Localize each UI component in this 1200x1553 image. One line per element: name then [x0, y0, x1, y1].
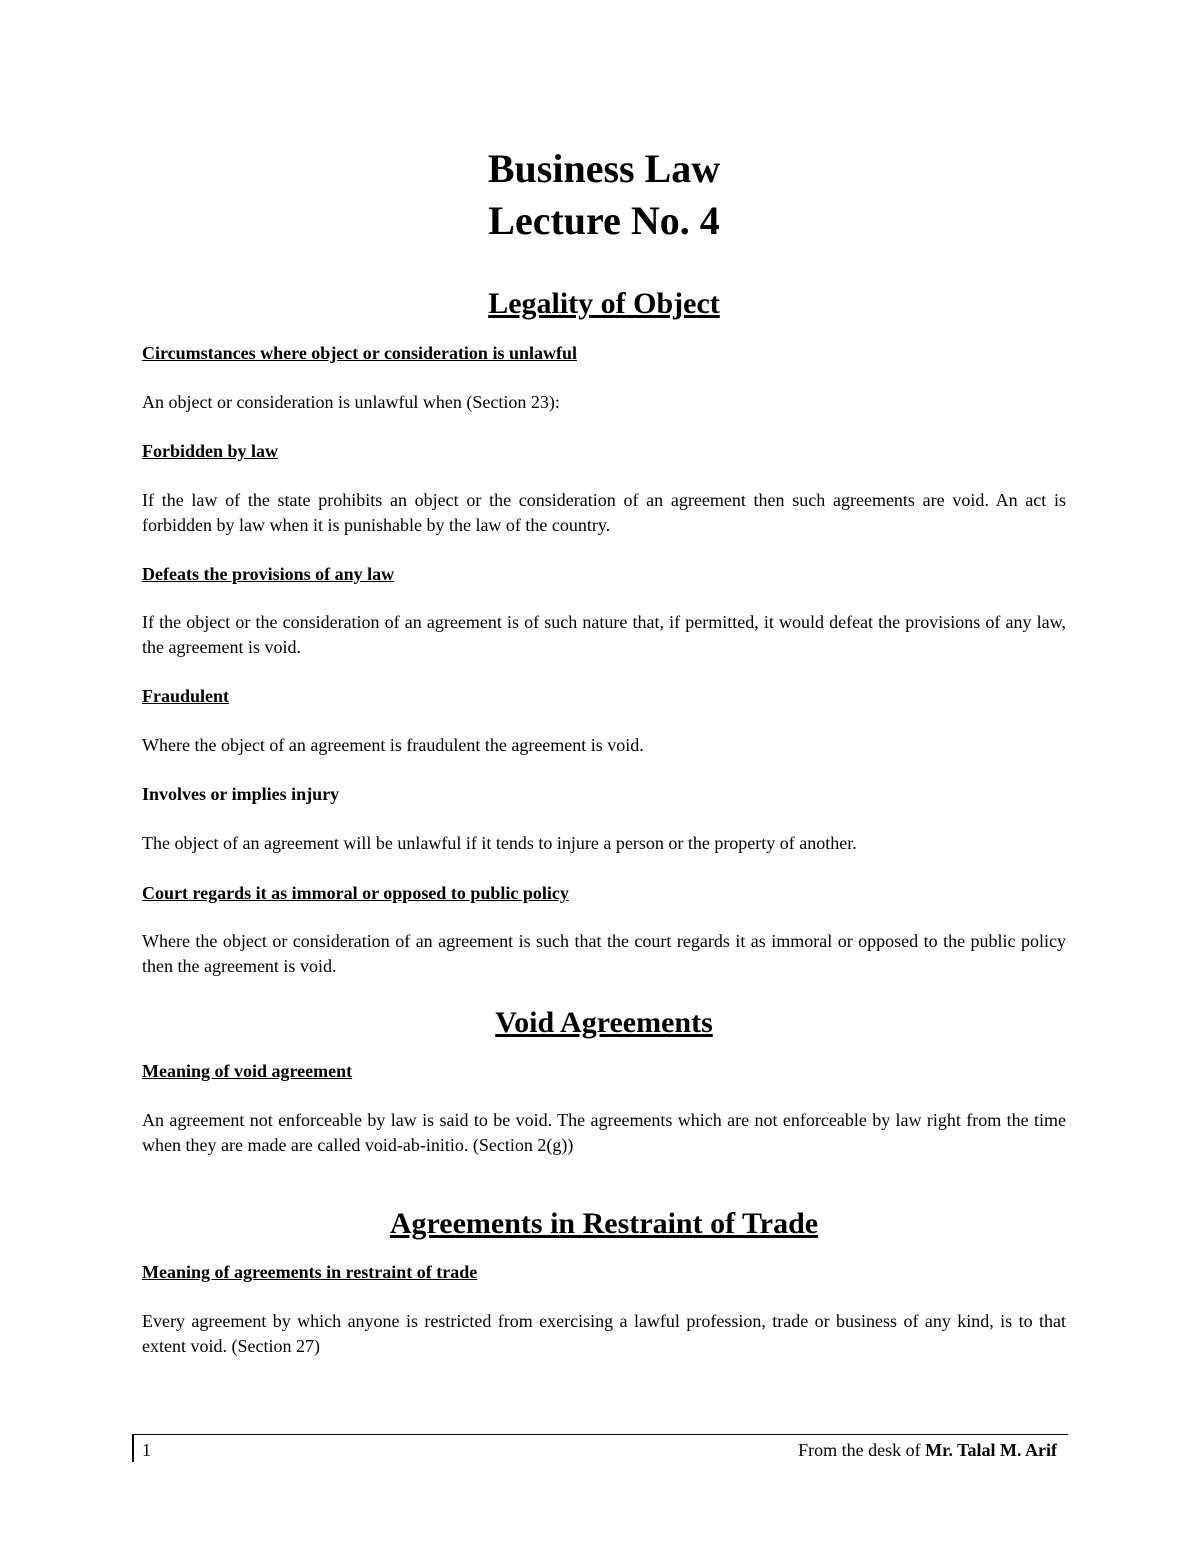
- subheading-immoral-public-policy: Court regards it as immoral or opposed to public policy: [142, 883, 569, 903]
- paragraph-defeats-provisions: If the object or the consideration of an agreement is of such nature that, if permitted, it would defeat the provisions of any law, the agreement is void.: [142, 612, 1066, 657]
- paragraph-forbidden-by-law: If the law of the state prohibits an object or the consideration of an agreement then such agreements are void. An act is forbidden by law when it is punishable by the law of the country.: [142, 490, 1066, 535]
- paragraph-meaning-void: An agreement not enforceable by law is said to be void. The agreements which are not enforceable by law right from the time when they are made are called void-ab-initio. (Section 2(g)): [142, 1110, 1066, 1155]
- footer-page-number: 1: [142, 1440, 151, 1460]
- footer-divider: [132, 1434, 1068, 1435]
- subheading-involves-injury: Involves or implies injury: [142, 784, 340, 804]
- subheading-defeats-provisions: Defeats the provisions of any law: [142, 564, 395, 584]
- subheading-meaning-restraint: Meaning of agreements in restraint of trade: [142, 1262, 478, 1282]
- title-line-1: Business Law: [487, 146, 721, 191]
- subheading-forbidden-by-law: Forbidden by law: [142, 441, 279, 461]
- footer-credit: [798, 1439, 1057, 1461]
- footer-corner-mark: [132, 1434, 134, 1462]
- title-line-2: Lecture No. 4: [488, 198, 720, 243]
- document-title: [142, 143, 1066, 247]
- footer-author-name: Mr. Talal M. Arif: [925, 1440, 1057, 1460]
- page-content: [142, 143, 1066, 1359]
- paragraph-fraudulent: Where the object of an agreement is fraudulent the agreement is void.: [142, 735, 644, 755]
- subheading-circumstances: Circumstances where object or consideration is unlawful: [142, 343, 577, 363]
- heading-void-agreements: Void Agreements: [495, 1006, 713, 1039]
- paragraph-meaning-restraint: Every agreement by which anyone is restricted from exercising a lawful profession, trade or business of any kind, is to that extent void. (Section 27): [142, 1311, 1066, 1356]
- heading-legality-of-object: Legality of Object: [488, 287, 720, 320]
- paragraph-intro: An object or consideration is unlawful when (Section 23):: [142, 392, 560, 412]
- paragraph-immoral-public-policy: Where the object or consideration of an agreement is such that the court regards it as immoral or opposed to the public policy then the agreement is void.: [142, 931, 1066, 976]
- heading-restraint-of-trade: Agreements in Restraint of Trade: [389, 1207, 819, 1240]
- subheading-meaning-void: Meaning of void agreement: [142, 1061, 353, 1081]
- footer-credit-prefix: From the desk of: [798, 1440, 926, 1460]
- paragraph-involves-injury: The object of an agreement will be unlawful if it tends to injure a person or the property of another.: [142, 833, 857, 853]
- subheading-fraudulent: Fraudulent: [142, 686, 230, 706]
